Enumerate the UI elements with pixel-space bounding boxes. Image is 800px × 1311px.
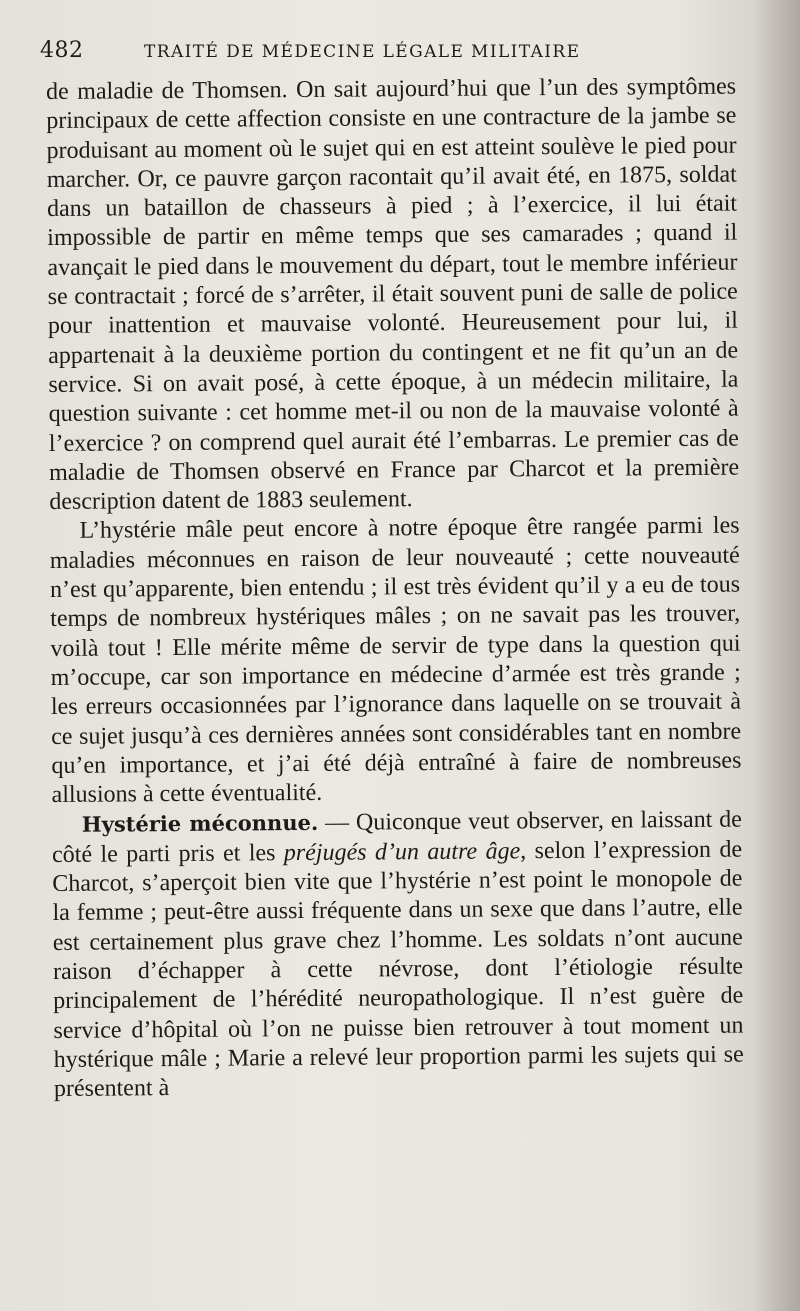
paragraph-text-start: — Quiconque veut observer, en laissant de côté le parti pris et les xyxy=(51,806,742,868)
section-heading: Hystérie méconnue. xyxy=(81,810,319,838)
page-number: 482 xyxy=(40,38,84,63)
page-header xyxy=(40,38,740,70)
running-title: TRAITÉ DE MÉDECINE LÉGALE MILITAIRE xyxy=(144,42,581,62)
page-gutter-shadow xyxy=(752,0,800,1311)
paragraph-text-end: , selon l’expression de Charcot, s’aperçoit bien vite que l’hystérie n’est point le monopole de la femme ; peut-être aussi fréquente dans un sexe que dans l’autre, elle est certainement plus grave chez l’homme. Les soldats n’ont aucune raison d’échapper à cette névrose, dont l’étiologie résulte principalement de l’hérédité neuropathologique. Il n’est guère de service d’hôpital où l’on ne puisse bien retrouver à tout moment un hystérique mâle ; Marie a relevé leur proportion parmi les sujets qui se présentent à xyxy=(52,836,744,1103)
paragraph-hysterie-meconnue xyxy=(52,805,744,1104)
paragraph-hysterie-male: L’hystérie mâle peut encore à notre époque être rangée parmi les maladies méconnues en raison de leur nouveauté ; cette nouveauté n’est qu’apparente, bien entendu ; il est très évident qu’il y a eu de tous temps de nombreux hystériques mâles ; on ne savait pas les trouver, voilà tout ! Elle mérite même de servir de type dans la question qui m’occupe, car son importance en médecine d’armée est très grande ; les erreurs occasionnées par l’ignorance dans laquelle on se trouvait à ce sujet jusqu’à ces dernières années sont considérables tant en nombre qu’en importance, et j’ai été déjà entraîné à faire de nombreuses allusions à cette éventualité. xyxy=(49,513,742,809)
italic-quote: préjugés d’un autre âge xyxy=(283,838,521,866)
body-text xyxy=(46,73,744,1105)
paragraph-thomsen: de maladie de Thomsen. On sait aujourd’hui que l’un des symptômes principaux de cette affection consiste en une contracture de la jambe se produisant au moment où le sujet qui en est atteint soulève le pied pour marcher. Or, ce pauvre garçon racontait qu’il avait été, en 1875, soldat dans un bataillon de chasseurs à pied ; à l’exercice, il lui était impossible de partir en même temps que ses camarades ; quand il avançait le pied dans le mouvement du départ, tout le membre inférieur se contractait ; forcé de s’arrêter, il était souvent puni de salle de police pour inattention et mauvaise volonté. Heureusement pour lui, il appartenait à la deuxième portion du contingent et ne fit qu’un an de service. Si on avait posé, à cette époque, à un médecin militaire, la question suivante : cet homme met-il ou non de la mauvaise volonté à l’exercice ? on comprend quel aurait été l’embarras. Le premier cas de maladie de Thomsen observé en France par Charcot et la première description datent de 1883 seulement. xyxy=(46,73,740,516)
